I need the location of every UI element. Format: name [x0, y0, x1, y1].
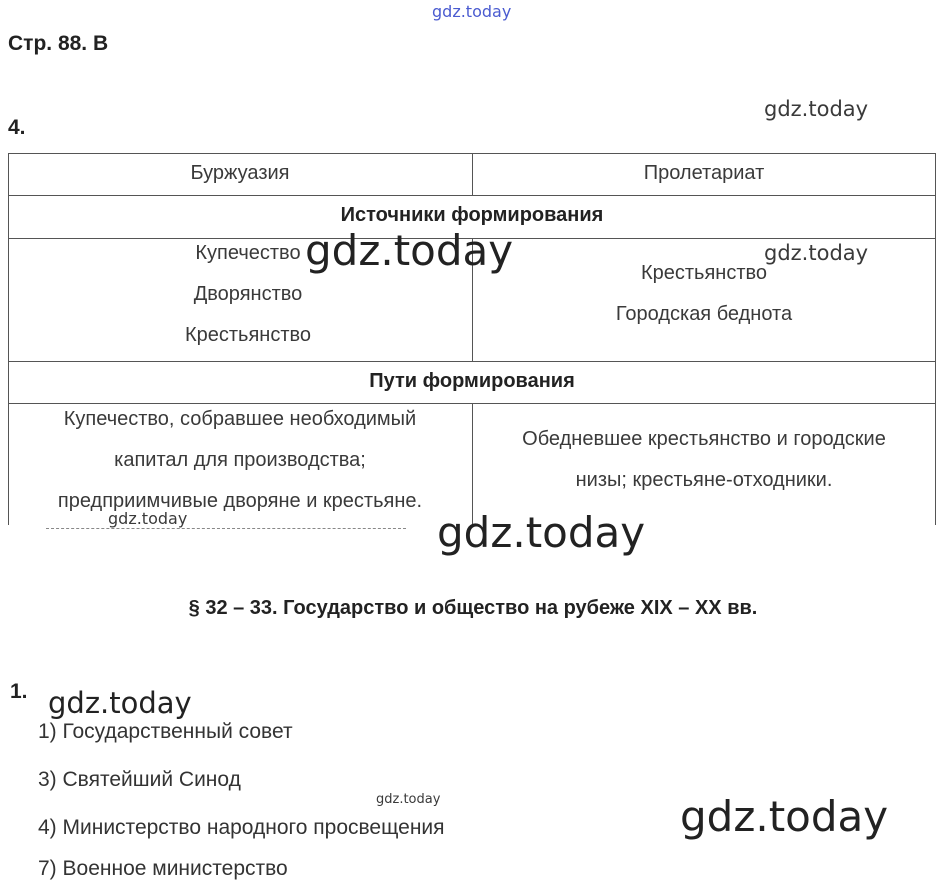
section-heading: § 32 – 33. Государство и общество на рубеже XIX – XX вв.: [188, 597, 758, 619]
section-title-ways: Пути формирования: [369, 370, 575, 392]
section-title-sources: Источники формирования: [340, 204, 604, 226]
ways-proletariat-line: Обедневшее крестьянство и городские: [522, 428, 886, 450]
answer-item: 7) Военное министерство: [38, 857, 288, 880]
sources-proletariat-item: Городская беднота: [615, 303, 793, 325]
watermark: gdz.today: [764, 97, 869, 121]
column-header-proletariat: Пролетариат: [643, 162, 765, 184]
watermark: gdz.today: [764, 241, 869, 265]
sources-proletariat-item: Крестьянство: [640, 262, 768, 284]
watermark: gdz.today: [437, 508, 646, 557]
watermark: gdz.today: [108, 509, 188, 528]
classes-table: [8, 153, 936, 525]
sources-bourgeoisie-item: Купечество: [195, 242, 301, 264]
answer-item: 4) Министерство народного просвещения: [38, 816, 445, 839]
ways-proletariat-line: низы; крестьяне-отходники.: [575, 469, 833, 491]
watermark: gdz.today: [376, 792, 441, 807]
watermark: gdz.today: [48, 686, 192, 720]
answer-item: 1) Государственный совет: [38, 720, 293, 743]
watermark: gdz.today: [432, 2, 512, 21]
ways-bourgeoisie-line: предприимчивые дворяне и крестьяне.: [57, 490, 423, 512]
column-header-bourgeoisie: Буржуазия: [190, 162, 290, 184]
ways-bourgeoisie-line: капитал для производства;: [114, 449, 366, 471]
sources-bourgeoisie-item: Крестьянство: [184, 324, 312, 346]
task-1-label: 1.: [10, 680, 28, 703]
watermark: gdz.today: [305, 226, 514, 275]
ways-bourgeoisie-line: Купечество, собравшее необходимый: [63, 408, 417, 430]
watermark: gdz.today: [680, 792, 889, 841]
sources-bourgeoisie-item: Дворянство: [193, 283, 303, 305]
page-reference: Стр. 88. В: [8, 32, 109, 55]
table-bottom-rule: [46, 528, 406, 530]
answer-item: 3) Святейший Синод: [38, 768, 241, 791]
task-4-label: 4.: [8, 116, 26, 139]
